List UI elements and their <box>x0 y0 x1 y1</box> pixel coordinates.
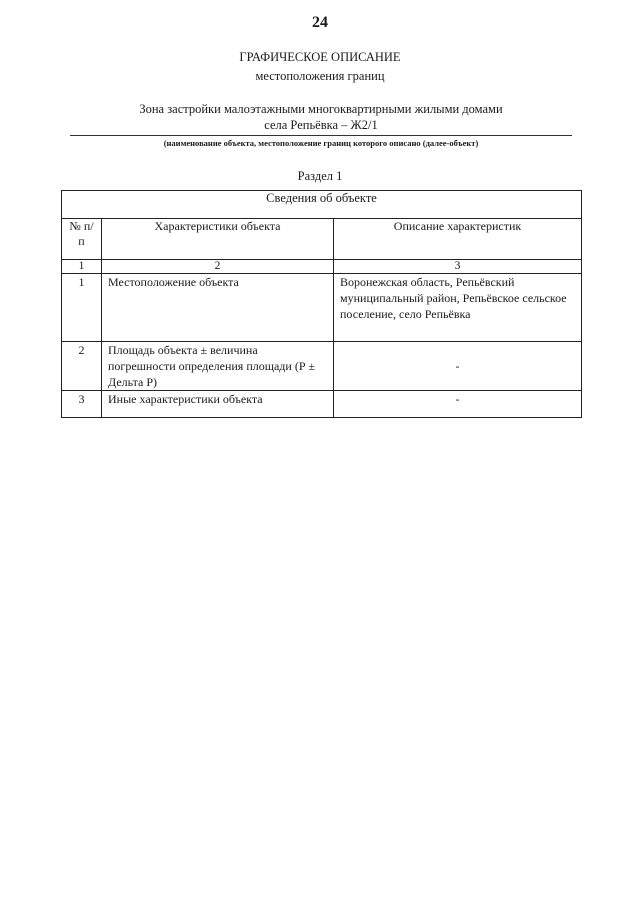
object-name-caption: (наименование объекта, местоположение границ которого описано (далее-объект) <box>163 138 479 148</box>
object-name-line-1: Зона застройки малоэтажными многоквартирными жилыми домами <box>139 102 503 116</box>
table-header: Сведения об объекте <box>62 191 582 219</box>
column-number-2: 2 <box>102 260 334 274</box>
row-number: 2 <box>62 342 102 391</box>
row-characteristic: Иные характеристики объекта <box>102 391 334 418</box>
column-header-characteristic: Характеристики объекта <box>102 219 334 260</box>
column-header-number: № п/п <box>62 219 102 260</box>
table-row <box>62 274 582 342</box>
object-name <box>70 101 572 133</box>
row-description: - <box>334 391 582 418</box>
object-info-table <box>61 190 582 418</box>
row-description: - <box>334 342 582 391</box>
table-row <box>62 342 582 391</box>
row-characteristic: Площадь объекта ± величина погрешности определения площади (Р ± Дельта Р) <box>102 342 334 391</box>
column-number-1: 1 <box>62 260 102 274</box>
object-name-underline <box>70 135 572 136</box>
row-number: 3 <box>62 391 102 418</box>
page-number: 24 <box>312 14 328 31</box>
table-row <box>62 391 582 418</box>
column-header-row <box>62 219 582 260</box>
column-header-description: Описание характеристик <box>334 219 582 260</box>
document-subtitle: местоположения границ <box>255 69 385 83</box>
column-number-3: 3 <box>334 260 582 274</box>
object-name-line-2: села Репьёвка – Ж2/1 <box>264 118 378 132</box>
section-title: Раздел 1 <box>297 169 343 183</box>
column-number-row <box>62 260 582 274</box>
row-characteristic: Местоположение объекта <box>102 274 334 342</box>
document-title: ГРАФИЧЕСКОЕ ОПИСАНИЕ <box>239 50 401 64</box>
table-header-row <box>62 191 582 219</box>
row-description: Воронежская область, Репьёвский муниципальный район, Репьёвское сельское поселение, село Репьёвка <box>334 274 582 342</box>
row-number: 1 <box>62 274 102 342</box>
